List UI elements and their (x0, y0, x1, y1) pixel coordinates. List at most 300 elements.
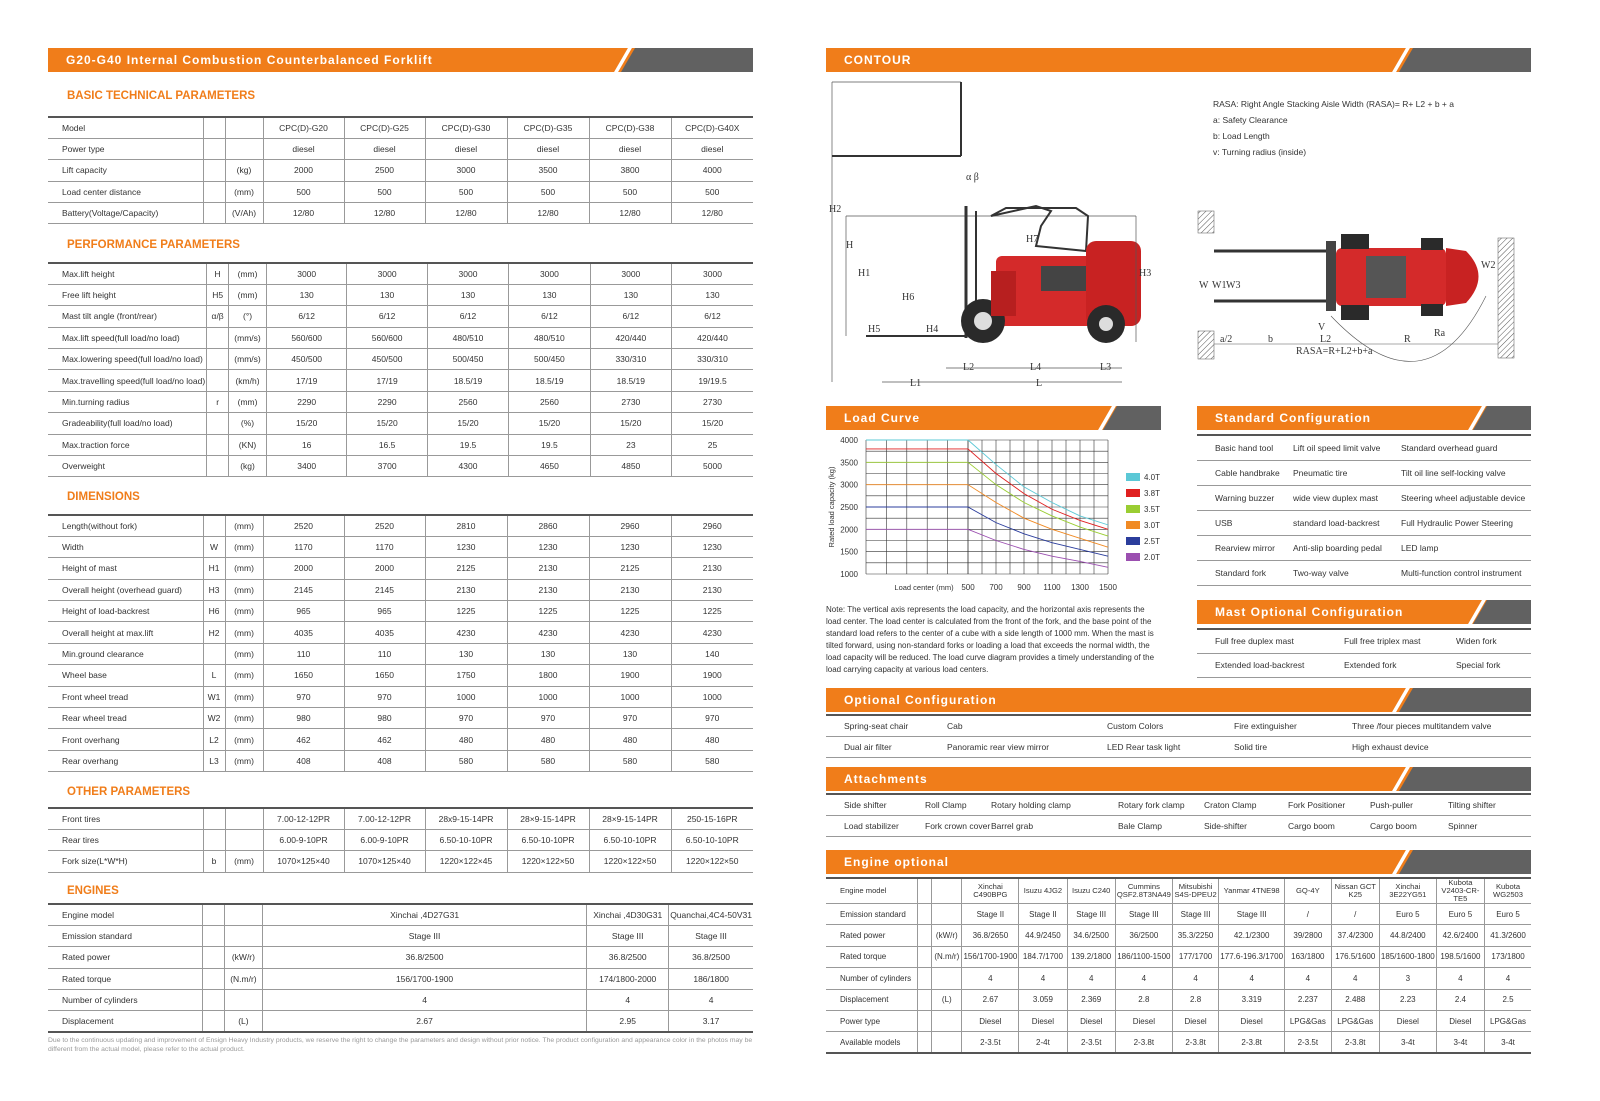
label-h2: H2 (829, 204, 842, 215)
label-h: H (846, 240, 854, 251)
label-l1: L1 (910, 378, 922, 389)
table-cell: Diesel (1379, 1010, 1436, 1031)
config-item: Panoramic rear view mirror (947, 741, 1050, 752)
x-tick-label: 1300 (1071, 583, 1089, 592)
table-cell: Front tires (48, 808, 203, 829)
load-curve-title: Load Curve (844, 411, 921, 425)
config-row (826, 816, 1531, 837)
table-cell: 1650 (263, 665, 344, 686)
label-w: W (1199, 280, 1209, 291)
table-cell: Power type (826, 1010, 918, 1031)
table-cell: 37.4/2300 (1331, 925, 1379, 946)
table-cell: 3-4t (1379, 1032, 1436, 1053)
table-cell: Xinchai 3E22YG51 (1379, 878, 1436, 904)
model-header: CPC(D)-G35 (507, 117, 589, 138)
table-cell (918, 1032, 932, 1053)
table-cell (207, 456, 229, 477)
table-cell: 3000 (590, 263, 671, 284)
table-cell: 408 (263, 750, 344, 771)
table-cell: 28×9-15-14PR (507, 808, 589, 829)
table-cell: 408 (344, 750, 425, 771)
table-row (48, 391, 753, 412)
config-item: Fire extinguisher (1234, 720, 1297, 731)
label-alpha-beta: α β (966, 172, 979, 183)
table-cell: 3000 (347, 263, 427, 284)
config-row (1197, 630, 1531, 654)
table-cell: 2960 (589, 515, 671, 536)
table-cell: 1225 (671, 601, 753, 622)
table-cell: 4300 (427, 456, 508, 477)
config-item: Custom Colors (1107, 720, 1164, 731)
table-cell: 3400 (266, 456, 346, 477)
table-cell: Rear overhang (48, 750, 203, 771)
table-cell: (N.m/r) (932, 946, 962, 967)
table-cell: 185/1600-1800 (1379, 946, 1436, 967)
table-cell: 480 (507, 729, 589, 750)
table-cell: 2130 (671, 579, 753, 600)
table-cell: (V/Ah) (225, 203, 263, 224)
optional-title: Optional Configuration (844, 693, 997, 707)
table-cell: 2000 (263, 160, 344, 181)
table-cell: 36.8/2500 (587, 947, 669, 968)
legend-line: RASA: Right Angle Stacking Aisle Width (RASA)= R+ L2 + b + a (1213, 99, 1454, 109)
table-cell: Stage III (1219, 904, 1285, 925)
table-cell (203, 515, 225, 536)
table-cell (225, 808, 263, 829)
table-cell: 500 (263, 181, 344, 202)
config-item: Push-puller (1370, 799, 1413, 810)
table-row (826, 925, 1531, 946)
table-cell: Euro 5 (1379, 904, 1436, 925)
attachments-bar (826, 767, 1531, 791)
table-cell: 3000 (427, 263, 508, 284)
table-cell: 130 (425, 643, 507, 664)
table-cell: 2290 (347, 391, 427, 412)
table-row (48, 306, 753, 327)
table-cell: diesel (589, 138, 671, 159)
table-cell: Stage III (262, 925, 586, 946)
table-cell: 4035 (344, 622, 425, 643)
table-header-row (48, 117, 753, 138)
label-h5: H5 (868, 324, 881, 335)
table-cell: 110 (344, 643, 425, 664)
table-row (826, 989, 1531, 1010)
table-cell: Rated power (826, 925, 918, 946)
x-tick-label: 900 (1017, 583, 1031, 592)
table-cell: 6.50-10-10PR (507, 829, 589, 850)
table-cell: (kg) (229, 456, 267, 477)
table-cell: 580 (589, 750, 671, 771)
table-cell: 140 (671, 643, 753, 664)
forklift-top-view (1198, 211, 1514, 361)
table-cell: 2520 (344, 515, 425, 536)
section-basic: BASIC TECHNICAL PARAMETERS (67, 90, 256, 102)
table-cell: Isuzu C240 (1067, 878, 1115, 904)
table-row (826, 1010, 1531, 1031)
table-cell: (mm) (225, 622, 263, 643)
table-cell: Xinchai ,4D30G31 (587, 904, 669, 925)
table-cell: r (207, 391, 229, 412)
table-cell: 6.50-10-10PR (671, 829, 753, 850)
table-cell: Diesel (1436, 1010, 1484, 1031)
table-cell: (mm/s) (229, 349, 267, 370)
table-cell: 6/12 (266, 306, 346, 327)
table-row (48, 925, 753, 946)
table-cell: 2.5 (1485, 989, 1531, 1010)
table-cell: 1230 (671, 536, 753, 557)
table-cell: 2-3.8t (1172, 1032, 1218, 1053)
table-cell: 1225 (589, 601, 671, 622)
config-item: LED Rear task light (1107, 741, 1181, 752)
table-cell: 3800 (589, 160, 671, 181)
table-row (48, 349, 753, 370)
label-h4: H4 (926, 324, 939, 335)
table-cell: (mm) (229, 263, 267, 284)
table-cell: (°) (229, 306, 267, 327)
table-cell: 1000 (671, 686, 753, 707)
table-cell: 4230 (589, 622, 671, 643)
table-cell: 1230 (589, 536, 671, 557)
table-cell: LPG&Gas (1485, 1010, 1531, 1031)
label-l4: L4 (1030, 362, 1042, 373)
table-cell: Nissan GCT K25 (1331, 878, 1379, 904)
table-cell: (L) (932, 989, 962, 1010)
table-cell: 41.3/2600 (1485, 925, 1531, 946)
label-w3: W3 (1226, 280, 1241, 291)
table-cell: 3.319 (1219, 989, 1285, 1010)
config-item: Extended load-backrest (1215, 660, 1305, 670)
table-row (48, 643, 753, 664)
table-cell: GQ-4Y (1285, 878, 1332, 904)
table-cell: W2 (203, 708, 225, 729)
table-row (826, 968, 1531, 989)
table-cell (918, 878, 932, 904)
table-cell: 4 (1172, 968, 1218, 989)
config-item: Cab (947, 720, 963, 731)
table-cell: 4 (1285, 968, 1332, 989)
table-cell: Max.lowering speed(full load/no load) (48, 349, 207, 370)
label-w1: W1 (1212, 280, 1227, 291)
table-cell (203, 808, 225, 829)
table-row (48, 990, 753, 1011)
table-cell: Kubota WG2503 (1485, 878, 1531, 904)
table-cell: Rated power (48, 947, 203, 968)
table-cell: 2000 (263, 558, 344, 579)
table-cell: 1220×122×45 (425, 851, 507, 872)
config-item: Fork Positioner (1288, 799, 1346, 810)
table-cell: 3.059 (1019, 989, 1067, 1010)
y-tick-label: 1500 (840, 547, 858, 557)
table-cell (203, 138, 225, 159)
load-curve-note: Note: The vertical axis represents the load capacity, and the horizontal axis represents the load center. The load center is calculated from the front of the fork, and the base point of the standard load refers to the center of a cube with a side length of 1000 mm. When the mast is tilted forward, using non-standard forks or loading a load that exceeds the normal width, the load capacity will be reduced. The load curve diagram provides a timely understanding of the load carrying capacity at various load centers. (826, 605, 1155, 674)
table-cell: 3000 (266, 263, 346, 284)
legend-line: v: Turning radius (inside) (1213, 147, 1307, 157)
config-item: Lift oil speed limit valve (1293, 442, 1381, 453)
table-cell (224, 990, 262, 1011)
table-cell: 19.5 (509, 434, 590, 455)
table-cell: Emission standard (826, 904, 918, 925)
table-cell: 4 (1331, 968, 1379, 989)
table-cell: 1230 (425, 536, 507, 557)
config-item: Roll Clamp (925, 799, 967, 810)
table-cell: Rated torque (826, 946, 918, 967)
table-cell: Mast tilt angle (front/rear) (48, 306, 207, 327)
series-line (866, 485, 1108, 548)
standard-title: Standard Configuration (1215, 411, 1371, 425)
config-item: Steering wheel adjustable device (1401, 492, 1526, 503)
table-cell: 2145 (263, 579, 344, 600)
table-cell: (mm) (225, 729, 263, 750)
table-cell: 1070×125×40 (344, 851, 425, 872)
performance-table (48, 262, 753, 477)
page-title: G20-G40 Internal Combustion Counterbalanced Forklift (66, 53, 433, 67)
table-cell (224, 925, 262, 946)
table-cell: 2-3.5t (1285, 1032, 1332, 1053)
table-cell: 500 (344, 181, 425, 202)
table-row (48, 1011, 753, 1032)
legend-label: 2.0T (1144, 553, 1161, 562)
table-cell: 970 (263, 686, 344, 707)
table-cell (932, 968, 962, 989)
table-cell: 2730 (672, 391, 753, 412)
legend-line: b: Load Length (1213, 131, 1270, 141)
table-cell: Max.travelling speed(full load/no load) (48, 370, 207, 391)
config-item: Full free duplex mast (1215, 636, 1294, 646)
table-cell: 2.488 (1331, 989, 1379, 1010)
table-cell: H6 (203, 601, 225, 622)
config-item: Craton Clamp (1204, 799, 1257, 810)
other-table (48, 807, 753, 873)
legend-line: a: Safety Clearance (1213, 115, 1288, 125)
table-cell (203, 203, 225, 224)
table-cell: 2125 (425, 558, 507, 579)
config-item: Basic hand tool (1215, 442, 1274, 453)
table-cell: (%) (229, 413, 267, 434)
label-h6: H6 (902, 292, 915, 303)
engine-optional-title: Engine optional (844, 855, 949, 869)
table-cell: 2560 (427, 391, 508, 412)
legend-label: 3.8T (1144, 489, 1161, 498)
table-cell: 2.67 (962, 989, 1019, 1010)
standard-config-list (1197, 434, 1531, 584)
table-cell: 130 (590, 284, 671, 305)
config-item: Warning buzzer (1215, 492, 1275, 503)
table-row (48, 434, 753, 455)
table-cell: Euro 5 (1485, 904, 1531, 925)
config-item: Standard fork (1215, 567, 1267, 578)
table-cell: Engine model (48, 904, 203, 925)
table-cell: 15/20 (672, 413, 753, 434)
table-cell: 18.5/19 (509, 370, 590, 391)
config-row (1197, 511, 1531, 536)
optional-bar (826, 688, 1531, 712)
table-cell: Stage III (587, 925, 669, 946)
table-cell (203, 117, 225, 138)
table-cell: (KN) (229, 434, 267, 455)
table-cell: (kW/r) (932, 925, 962, 946)
table-cell: 130 (507, 643, 589, 664)
table-row (48, 947, 753, 968)
config-item: Anti-slip boarding pedal (1293, 542, 1382, 553)
table-cell: Stage III (1115, 904, 1172, 925)
table-cell: Front wheel tread (48, 686, 203, 707)
table-cell: 2-3.8t (1115, 1032, 1172, 1053)
basic-table (48, 116, 753, 224)
table-cell: 2130 (507, 579, 589, 600)
table-cell: 34.6/2500 (1067, 925, 1115, 946)
legend-swatch (1126, 537, 1140, 545)
table-cell: 4 (1485, 968, 1531, 989)
table-cell: diesel (507, 138, 589, 159)
table-cell: 3500 (507, 160, 589, 181)
table-cell: 4230 (425, 622, 507, 643)
table-cell (203, 1011, 225, 1032)
label-l: L (1036, 378, 1043, 389)
table-cell: (mm) (225, 750, 263, 771)
standard-bar (1197, 406, 1531, 430)
series-line (866, 507, 1108, 556)
config-item: Three /four pieces multitandem valve (1352, 720, 1492, 731)
table-cell: 1230 (507, 536, 589, 557)
table-cell: 4850 (590, 456, 671, 477)
table-row (48, 160, 753, 181)
config-row (826, 737, 1531, 758)
table-cell: 1170 (263, 536, 344, 557)
attachments-list (826, 793, 1531, 837)
table-cell: 250-15-16PR (671, 808, 753, 829)
table-cell: 2130 (671, 558, 753, 579)
title-bar (48, 48, 753, 72)
config-item: Load stabilizer (844, 820, 899, 831)
table-cell (207, 327, 229, 348)
table-cell: 130 (589, 643, 671, 664)
label-r: R (1404, 334, 1411, 345)
table-cell: Rated torque (48, 968, 203, 989)
table-cell: (mm) (225, 708, 263, 729)
table-cell: Overall height (overhead guard) (48, 579, 203, 600)
table-cell: 330/310 (672, 349, 753, 370)
table-cell: 1000 (425, 686, 507, 707)
table-cell: 1220×122×50 (589, 851, 671, 872)
table-cell: 4000 (671, 160, 753, 181)
table-cell: 6.50-10-10PR (589, 829, 671, 850)
table-cell: 480 (425, 729, 507, 750)
table-cell: Number of cylinders (826, 968, 918, 989)
table-cell: 23 (590, 434, 671, 455)
table-cell: Displacement (48, 1011, 203, 1032)
table-cell: Wheel base (48, 665, 203, 686)
series-line (866, 529, 1108, 567)
table-row (48, 686, 753, 707)
config-item: wide view duplex mast (1293, 492, 1379, 503)
table-cell (203, 643, 225, 664)
table-cell: Model (48, 117, 203, 138)
table-cell: 16.5 (347, 434, 427, 455)
table-cell: Min.turning radius (48, 391, 207, 412)
table-cell: Overweight (48, 456, 207, 477)
table-cell: Stage III (1172, 904, 1218, 925)
table-cell (932, 1032, 962, 1053)
table-row (48, 750, 753, 771)
table-cell: 15/20 (427, 413, 508, 434)
table-cell: 580 (507, 750, 589, 771)
table-cell: 156/1700-1900 (262, 968, 586, 989)
table-row (48, 622, 753, 643)
table-cell (918, 925, 932, 946)
table-cell: 2.8 (1115, 989, 1172, 1010)
table-cell: 965 (344, 601, 425, 622)
table-cell: 2960 (671, 515, 753, 536)
table-cell: (L) (224, 1011, 262, 1032)
table-cell: 500 (507, 181, 589, 202)
table-cell: (mm) (225, 643, 263, 664)
table-cell: 44.8/2400 (1379, 925, 1436, 946)
table-cell: 2130 (507, 558, 589, 579)
table-cell: 36.8/2650 (962, 925, 1019, 946)
table-cell: (kW/r) (224, 947, 262, 968)
table-row (826, 946, 1531, 967)
config-item: Special fork (1456, 660, 1501, 670)
table-cell: 480 (671, 729, 753, 750)
label-rasa: RASA=R+L2+b+a (1296, 346, 1373, 357)
table-cell: diesel (671, 138, 753, 159)
table-cell: LPG&Gas (1285, 1010, 1332, 1031)
table-cell (918, 946, 932, 967)
table-cell: 5000 (672, 456, 753, 477)
series-line (866, 440, 1108, 525)
table-cell: 36.8/2500 (262, 947, 586, 968)
table-cell: 2.4 (1436, 989, 1484, 1010)
table-cell: 25 (672, 434, 753, 455)
table-cell: 6.00-9-10PR (263, 829, 344, 850)
table-cell: 3-4t (1485, 1032, 1531, 1053)
y-tick-label: 4000 (840, 436, 858, 445)
y-tick-label: 2500 (840, 503, 858, 512)
config-item: Rearview mirror (1215, 542, 1275, 553)
table-cell: 28x9-15-14PR (425, 808, 507, 829)
table-cell: 560/600 (266, 327, 346, 348)
config-row (1197, 486, 1531, 511)
table-cell: 980 (263, 708, 344, 729)
table-cell: 6/12 (347, 306, 427, 327)
table-cell: 970 (507, 708, 589, 729)
table-row (48, 370, 753, 391)
engine-optional-table (826, 877, 1531, 1054)
table-cell: 3.17 (669, 1011, 753, 1032)
table-cell: 6.00-9-10PR (344, 829, 425, 850)
config-item: standard load-backrest (1293, 517, 1380, 528)
table-row (48, 284, 753, 305)
attachments-title: Attachments (844, 772, 928, 786)
table-cell: 17/19 (266, 370, 346, 391)
table-cell: 970 (671, 708, 753, 729)
config-item: LED lamp (1401, 542, 1439, 553)
table-cell: 15/20 (266, 413, 346, 434)
table-cell: H2 (203, 622, 225, 643)
table-cell: 2-3.5t (1067, 1032, 1115, 1053)
table-cell: 4230 (671, 622, 753, 643)
table-cell: 2.8 (1172, 989, 1218, 1010)
table-cell: 1170 (344, 536, 425, 557)
table-cell: 139.2/1800 (1067, 946, 1115, 967)
contour-title: CONTOUR (844, 53, 912, 67)
table-cell: 1225 (507, 601, 589, 622)
table-cell (225, 829, 263, 850)
table-cell: diesel (344, 138, 425, 159)
table-cell (203, 968, 225, 989)
engine-optional-bar (826, 850, 1531, 874)
table-cell: (mm) (225, 851, 263, 872)
